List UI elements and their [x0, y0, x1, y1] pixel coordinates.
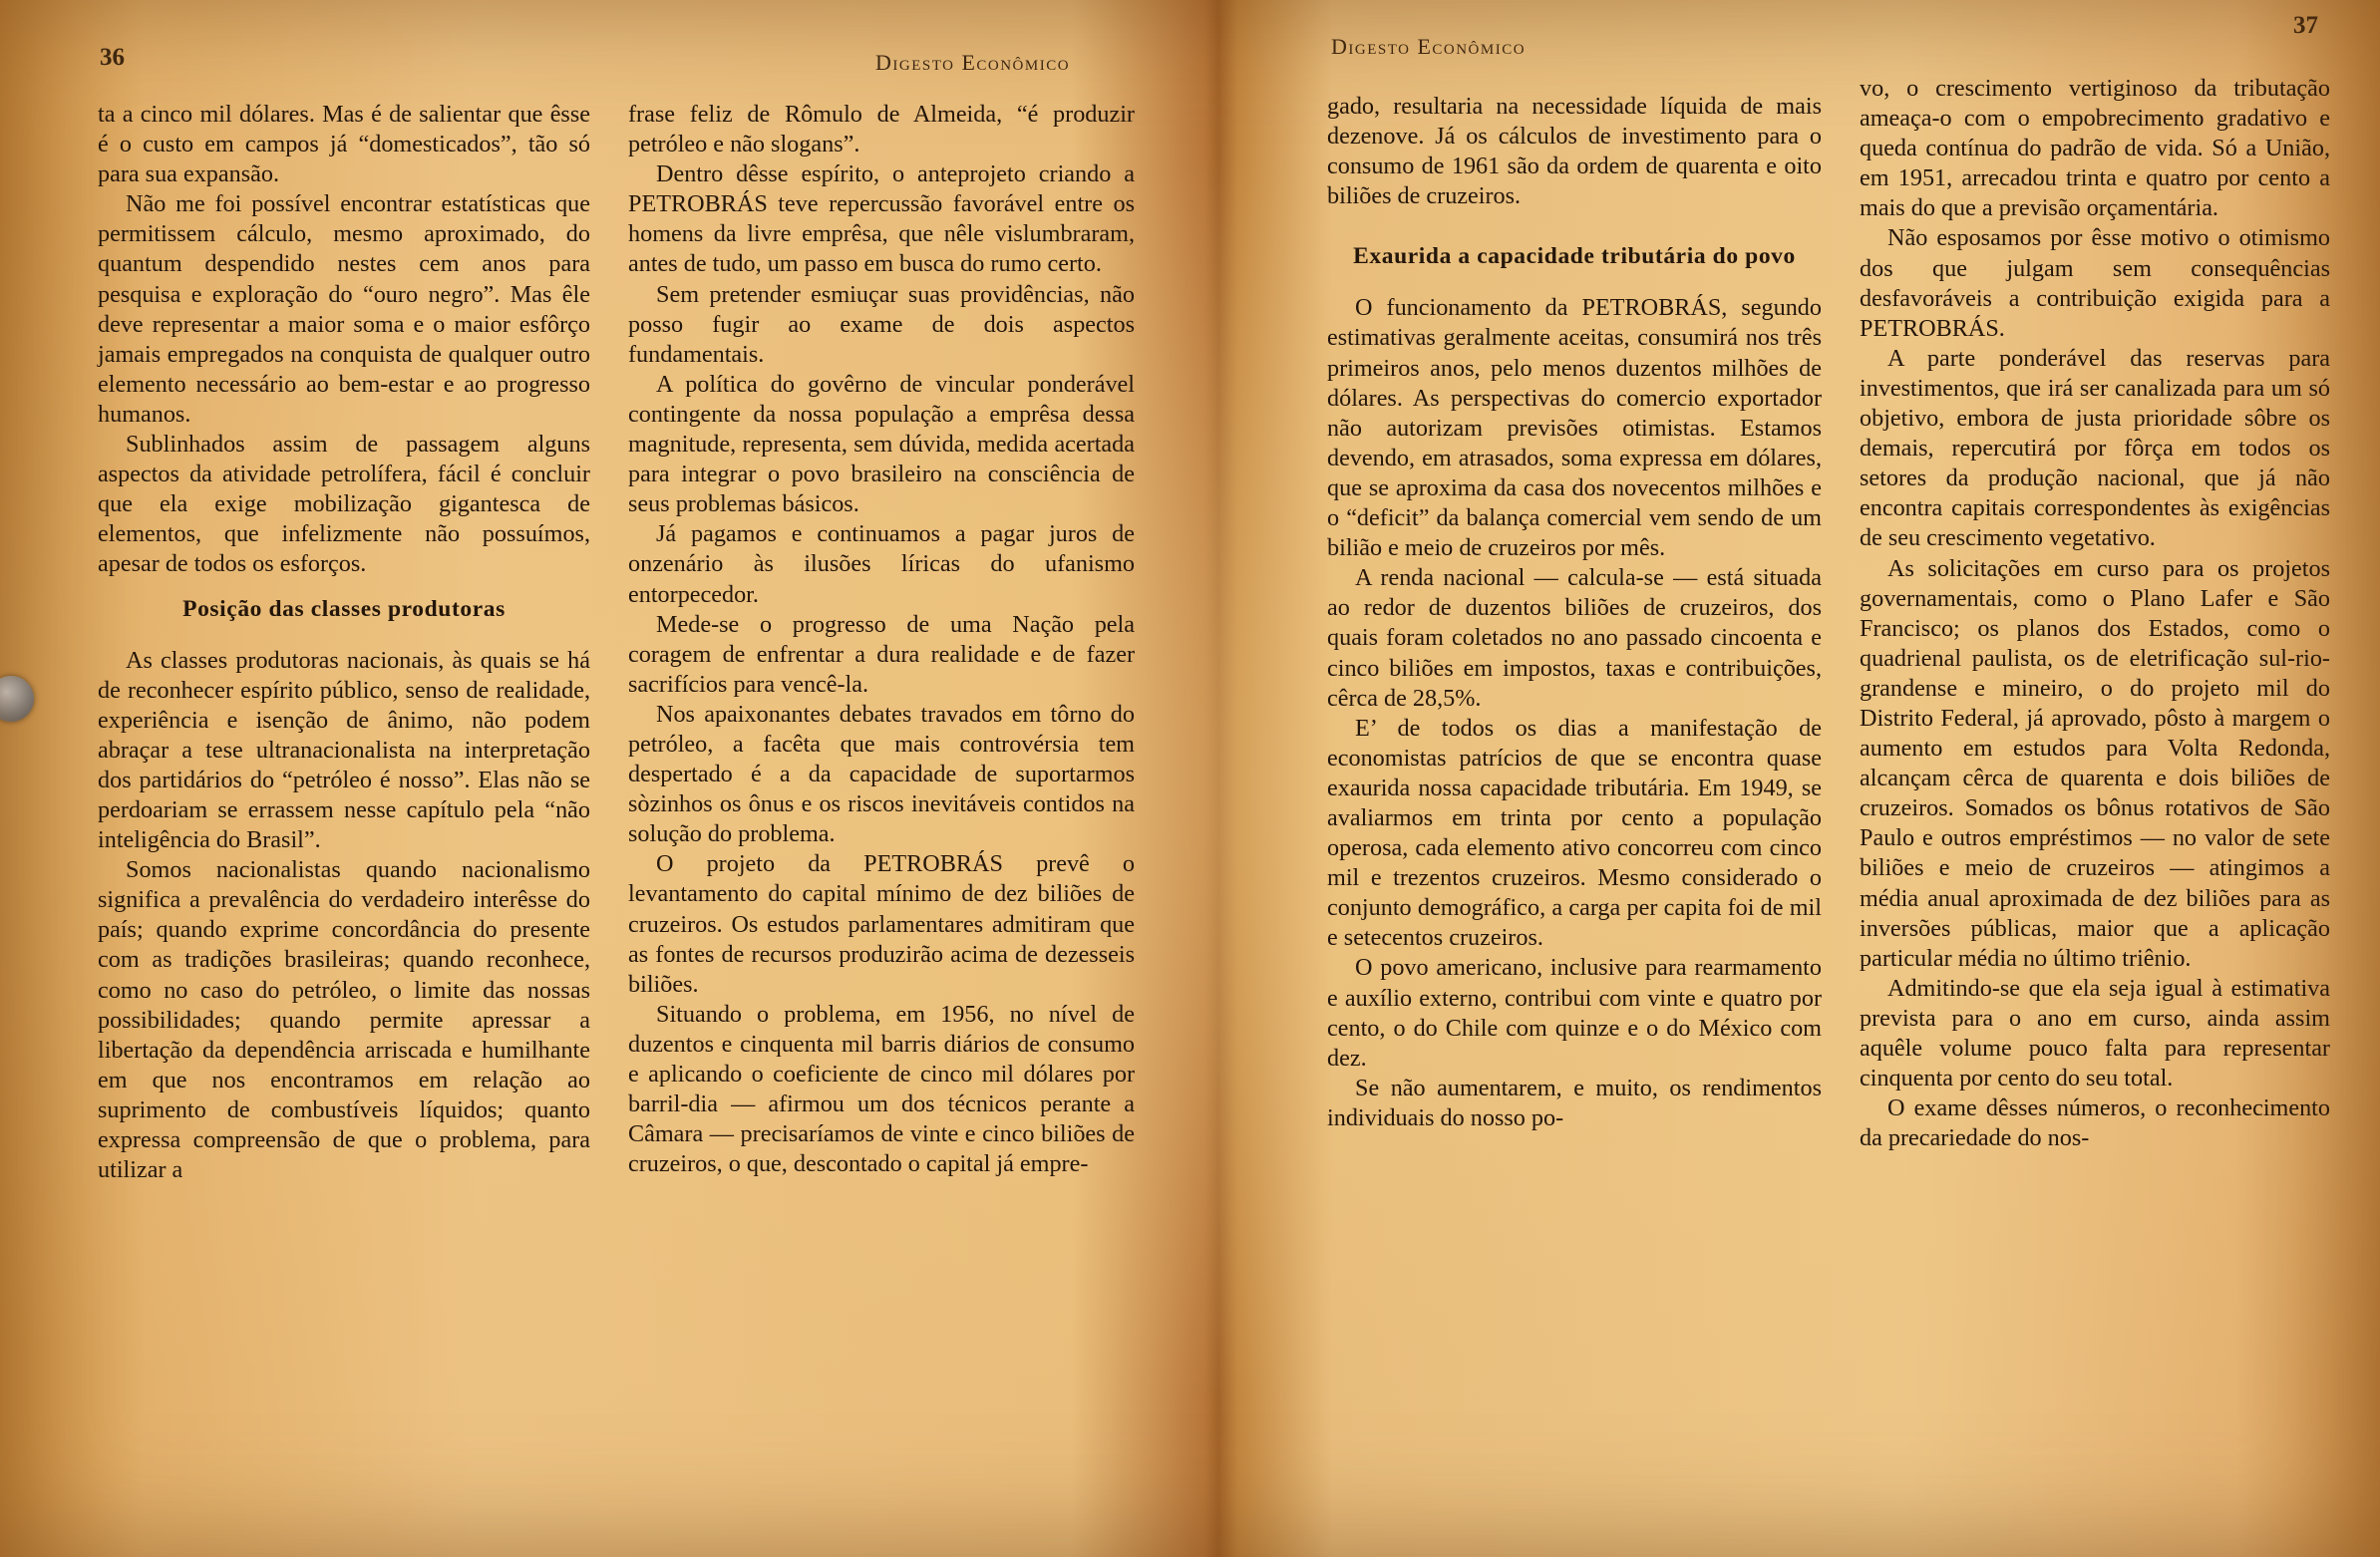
paragraph: A parte ponderável das reservas para investimentos, que irá ser canalizada para um só objetivo, embora de justa prioridade sôbre os demais, repercutirá por fôrça em todos os setores da produção nacional, que já não encontra capitais correspondentes às exigências de seu crescimento vegetativo.	[1860, 344, 2330, 552]
paragraph: ta a cinco mil dólares. Mas é de salientar que êsse é o custo em campos já “domesticados”, tão só para sua expansão.	[98, 101, 590, 188]
paragraph: Mede-se o progresso de uma Nação pela coragem de enfrentar a dura realidade e de fazer sacrifícios para vencê-la.	[628, 610, 1135, 698]
paragraph: Não me foi possível encontrar estatísticas que permitissem cálculo, mesmo aproximado, do quantum despendido nestes cem anos para pesquisa e exploração do “ouro negro”. Mas êle deve representar a maior soma e o maior esfôrço jamais empregados na conquista de qualquer outro elemento necessário ao bem-estar e ao progresso humanos.	[98, 190, 590, 428]
paragraph: O funcionamento da PETROBRÁS, segundo estimativas geralmente aceitas, consumirá nos três primeiros anos, pelo menos duzentos milhões de dólares. As perspectivas do comercio exportador não autorizam previsões otimistas. Estamos devendo, em atrasados, soma expressa em dólares, que se aproxima da casa dos novecentos milhões e o “deficit” da balança comercial vem sendo de um bilião e meio de cruzeiros por mês.	[1327, 294, 1822, 562]
right-column-1	[1327, 92, 1822, 1133]
paragraph: O povo americano, inclusive para rearmamento e auxílio externo, contribui com vinte e quatro por cento, o do Chile com quinze e o do México com dez.	[1327, 954, 1822, 1072]
paragraph: Nos apaixonantes debates travados em tôrno do petróleo, a facêta que mais controvérsia tem despertado é a da capacidade de suportarmos sòzinhos os ônus e os riscos inevitáveis contidos na solução do problema.	[628, 700, 1135, 848]
paragraph: O projeto da PETROBRÁS prevê o levantamento do capital mínimo de dez biliões de cruzeiros. Os estudos parlamentares admitiram que as fontes de recursos produzirão acima de dezesseis biliões.	[628, 850, 1135, 998]
paragraph: E’ de todos os dias a manifestação de economistas patrícios de que se encontra quase exaurida nossa capacidade tributária. Em 1949, se avaliarmos em trinta por cento a população operosa, cada elemento ativo concorreu com cinco mil e trezentos cruzeiros. Mesmo considerado o conjunto demográfico, a carga per capita foi de mil e setecentos cruzeiros.	[1327, 714, 1822, 952]
paragraph: frase feliz de Rômulo de Almeida, “é produzir petróleo e não slogans”.	[628, 101, 1135, 158]
paragraph: Não esposamos por êsse motivo o otimismo dos que julgam sem consequências desfavoráveis a contribuição exigida para a PETROBRÁS.	[1860, 224, 2330, 342]
paragraph: gado, resultaria na necessidade líquida de mais dezenove. Já os cálculos de investimento para o consumo de 1961 são da ordem de quarenta e oito biliões de cruzeiros.	[1327, 93, 1822, 210]
paragraph: As solicitações em curso para os projetos governamentais, como o Plano Lafer e São Francisco; os planos dos Estados, como o quadrienal paulista, os de eletrificação sul-rio-grandense e mineiro, o do projeto mil do Distrito Federal, já aprovado, pôsto à margem o aumento em estudos para Volta Redonda, alcançam cêrca de quarenta e dois biliões de cruzeiros. Somados os bônus rotativos de São Paulo e outros empréstimos — no valor de sete biliões e meio de cruzeiros — atingimos a média anual aproximada de dez biliões para as inversões públicas, maior que a aplicação particular média no último triênio.	[1860, 554, 2330, 972]
page-number: 36	[100, 44, 125, 71]
paragraph: vo, o crescimento vertiginoso da tributação ameaça-o com o empobrecimento gradativo e queda contínua do padrão de vida. Só a União, em 1951, arrecadou trinta e quatro por cento a mais do que a previsão orçamentária.	[1860, 75, 2330, 222]
left-column-1	[98, 100, 590, 1185]
paragraph: As classes produtoras nacionais, às quais se há de reconhecer espírito público, senso de realidade, experiência e isenção de ânimo, não podem abraçar a tese ultranacionalista na interpretação dos partidários do “petróleo é nosso”. Elas não se perdoariam se errassem nesse capítulo pela “não inteligência do Brasil”.	[98, 646, 590, 854]
paragraph: Somos nacionalistas quando nacionalismo significa a prevalência do verdadeiro interêsse do país; quando exprime concordância do presente com as tradições brasileiras; quando reconhece, como no caso do petróleo, o limite das nossas possibilidades; quando permite apressar a libertação da dependência arriscada e humilhante em que nos encontramos em relação ao suprimento de combustíveis líquidos; quanto expressa compreensão de que o problema, para utilizar a	[98, 856, 590, 1184]
binding-rivet	[0, 676, 34, 722]
paragraph: Admitindo-se que ela seja igual à estimativa prevista para o ano em curso, ainda assim aquêle volume pouco falta para representar cinquenta por cento do seu total.	[1860, 974, 2330, 1092]
paragraph: Se não aumentarem, e muito, os rendimentos individuais do nosso po-	[1327, 1074, 1822, 1131]
paragraph: Situando o problema, em 1956, no nível de duzentos e cinquenta mil barris diários de consumo e aplicando o coeficiente de cinco mil dólares por barril-dia — afirmou um dos técnicos perante a Câmara — precisaríamos de vinte e cinco biliões de cruzeiros, o que, descontado o capital já empre-	[628, 1000, 1135, 1178]
running-head: Digesto Econômico	[1331, 34, 1527, 59]
section-heading: Posição das classes produtoras	[182, 595, 506, 622]
right-page	[1201, 0, 2380, 1557]
left-column-2	[628, 100, 1135, 1179]
paragraph: Dentro dêsse espírito, o anteprojeto criando a PETROBRÁS teve repercussão favorável entre os homens da livre emprêsa, que nêle vislumbraram, antes de tudo, um passo em busca do rumo certo.	[628, 160, 1135, 278]
paragraph: Já pagamos e continuamos a pagar juros de onzenário às ilusões líricas do ufanismo entorpecedor.	[628, 520, 1135, 608]
section-heading: Exaurida a capacidade tributária do povo	[1353, 243, 1796, 270]
running-head: Digesto Econômico	[875, 50, 1071, 75]
paragraph: A renda nacional — calcula-se — está situada ao redor de duzentos biliões de cruzeiros, dos quais foram coletados no ano passado cincoenta e cinco biliões em impostos, taxas e contribuições, cêrca de 28,5%.	[1327, 564, 1822, 712]
right-column-2	[1860, 74, 2330, 1153]
paragraph: Sublinhados assim de passagem alguns aspectos da atividade petrolífera, fácil é concluir que ela exige mobilização gigantesca de elementos, que infelizmente não possuímos, apesar de todos os esforços.	[98, 431, 590, 578]
paragraph: O exame dêsses números, o reconhecimento da precariedade do nos-	[1860, 1094, 2330, 1152]
paragraph: Sem pretender esmiuçar suas providências, não posso fugir ao exame de dois aspectos fundamentais.	[628, 280, 1135, 368]
page-number: 37	[2293, 12, 2318, 39]
paragraph: A política do govêrno de vincular ponderável contingente da nossa população a emprêsa dessa magnitude, representa, sem dúvida, medida acertada para integrar o povo brasileiro na consciência de seus problemas básicos.	[628, 370, 1135, 518]
